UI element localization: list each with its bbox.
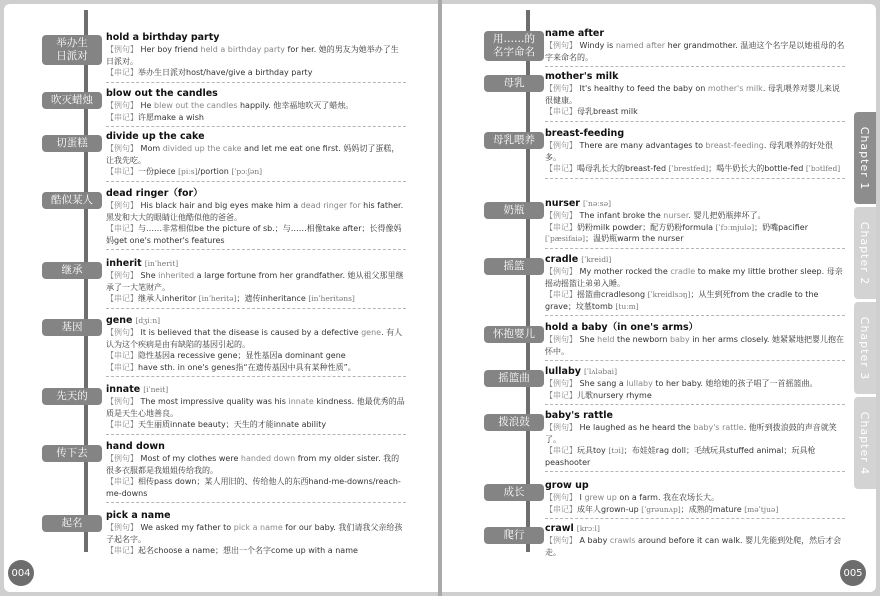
text-run: around before it can walk. 婴儿先能到处爬，然后才会走。 [545,536,842,557]
phonetic: [inˈheritəns] [308,294,355,303]
phonetic: [ˈpæsifaiə] [545,234,586,243]
text-run: a large fortune from her grandfather. 她从祖父那里继承了一大笔财产。 [106,271,404,292]
entry-label: 【例句】 [106,397,138,406]
entry-label: 【串记】 [545,290,577,299]
topic-tag: 摇篮曲 [484,370,544,387]
headword [106,384,406,396]
entry-label: 【例句】 [106,201,138,210]
phonetic: [ˈpɔːʃən] [231,167,263,176]
entry-label: 【串记】 [106,362,138,372]
entry-label: 【串记】 [106,68,138,77]
vocab-entry [545,366,845,401]
text-run: 隐性基因a recessive gene；显性基因a dominant gene [138,351,346,360]
headword-text: hold a birthday party [106,32,220,43]
left-page [4,4,438,592]
headword-phonetic: [dʒiːn] [135,316,161,325]
phonetic: [məˈtjuə] [744,504,779,514]
text-run: on a farm. 我在农场长大。 [616,493,720,502]
entry-label: 【例句】 [106,328,138,337]
example-sentence [545,266,845,289]
headword [106,131,406,143]
headword [545,322,845,334]
highlight-phrase: held a birthday party [200,45,285,54]
text-run: happily. 他幸福地吹灭了蜡烛。 [237,101,354,110]
example-sentence [545,378,845,390]
text-run: ；喝牛奶长大的bottle-fed [708,164,806,173]
text-run: It is believed that the disease is caused by a defective [138,328,362,337]
headword [106,88,406,100]
entry-label: 【例句】 [545,84,577,93]
text-run: A baby [577,536,610,545]
text-run: /portion [197,167,232,176]
vocab-entry [545,254,845,312]
related-note [106,419,406,431]
text-run: His black hair and big eyes make him a [138,201,301,210]
phonetic: [inˈheritə] [198,294,237,303]
highlight-phrase: named after [615,41,666,50]
example-sentence [106,270,406,293]
highlight-phrase: inherited [158,271,195,280]
text-run: There are many advantages to [577,141,706,150]
entry-label: 【例句】 [545,267,577,276]
entry-label: 【串记】 [106,294,138,303]
text-run: ；布娃娃rag doll；毛绒玩具stuffed animal；玩具枪peashooter [545,446,816,467]
headword-text: hand down [106,441,165,452]
text-run: 奶粉milk powder；配方奶粉formula [577,222,716,232]
text-run: It's healthy to feed the baby on [577,84,708,93]
headword-text: hold a baby（in one's arms） [545,322,699,333]
headword-text: lullaby [545,366,581,377]
topic-tag: 摇篮 [484,258,544,275]
headword [106,188,406,200]
highlight-phrase: pick a name [233,523,283,532]
topic-tag: 基因 [42,319,102,336]
topic-tag: 切蛋糕 [42,135,102,152]
text-run: to make my little brother sleep. 母亲摇动摇篮让弟弟入睡。 [545,267,843,288]
highlight-phrase: baby's rattle [693,423,744,432]
phonetic: [piːs] [178,167,198,176]
vocab-entry [545,71,845,118]
topic-tag: 奶瓶 [484,202,544,219]
headword [545,410,845,422]
headword-text: grow up [545,480,589,491]
related-note [106,362,406,374]
entry-label: 【串记】 [545,446,577,455]
vocab-entry [545,523,845,558]
example-sentence [545,140,845,163]
vocab-entry [545,128,845,175]
highlight-phrase: grew up [584,493,617,502]
text-run: 举办生日派对host/have/give a birthday party [138,68,313,77]
phonetic: [tɔi] [608,446,624,455]
entry-label: 【串记】 [106,351,138,360]
headword-text: inherit [106,258,142,269]
headword-text: baby's rattle [545,410,613,421]
text-run: 继承人inheritor [138,294,199,303]
example-sentence [545,83,845,106]
headword-phonetic: [ˈkreidl] [581,255,612,264]
vocab-entry [106,88,406,123]
highlight-phrase: cradle [670,267,696,276]
example-sentence [545,422,845,445]
vocab-entry [106,32,406,79]
topic-tag: 爬行 [484,527,544,544]
text-run: 喝母乳长大的breast-fed [577,164,669,173]
highlight-phrase: mother's milk [707,84,763,93]
chapter-tab-2[interactable]: Chapter 2 [854,207,876,299]
example-sentence [545,492,845,504]
highlight-phrase: lullaby [626,379,653,388]
entry-label: 【例句】 [545,379,577,388]
text-run: ；遗传inheritance [236,294,309,303]
headword-phonetic: [ˈnəːsə] [583,199,611,208]
headword-text: pick a name [106,510,171,521]
related-note [545,390,845,402]
topic-tag: 成长 [484,484,544,501]
highlight-phrase: baby [669,335,690,344]
text-run: 摇篮曲cradlesong [577,290,648,299]
headword-text: dead ringer（for） [106,188,203,199]
headword [545,480,845,492]
highlight-phrase: innate [288,397,314,406]
related-note [106,223,406,246]
entry-label: 【例句】 [545,536,577,545]
text-run: 起名choose a name；想出一个名字come up with a name [138,546,358,555]
headword-text: nurser [545,198,580,209]
text-run: the newborn [614,335,670,344]
entry-label: 【串记】 [106,420,138,429]
example-sentence [545,535,845,558]
headword [106,441,406,453]
topic-tag: 母乳 [484,75,544,92]
text-run: I [577,493,585,502]
highlight-phrase: breast-feeding [705,141,764,150]
right-page-number: 005 [840,560,866,586]
headword [545,198,845,210]
entry-label: 【串记】 [545,107,577,116]
topic-tag: 用……的 名字命名 [484,31,544,61]
text-run: My mother rocked the [577,267,671,276]
text-run: . 母乳喂养的好处很多。 [545,141,833,162]
entry-label: 【串记】 [545,164,577,173]
text-run: ；从生到死from the cradle to the grave；坟墓tomb [545,290,819,311]
text-run: Most of my clothes were [138,454,241,463]
topic-tag: 酷似某人 [42,192,102,209]
entry-label: 【例句】 [545,423,577,432]
entry-label: 【例句】 [545,335,577,344]
right-page [442,4,876,592]
topic-tag: 继承 [42,262,102,279]
entry-label: 【例句】 [106,101,138,110]
related-note [545,445,845,468]
topic-tag: 起名 [42,515,102,532]
entry-label: 【例句】 [545,493,577,502]
entry-label: 【例句】 [545,41,577,50]
vocab-entry [106,315,406,373]
vocab-entry [106,188,406,246]
related-note [106,112,406,124]
entry-label: 【串记】 [106,112,138,122]
text-run: to her baby. 她给她的孩子唱了一首摇篮曲。 [652,379,818,388]
text-run: The infant broke the [577,211,664,220]
phonetic: [ˈfɔːmjulə] [715,222,755,232]
entry-label: 【例句】 [106,271,138,280]
text-run: 一份piece [138,167,179,176]
vocab-entry [545,480,845,515]
example-sentence [106,44,406,67]
related-note [106,67,406,79]
example-sentence [545,40,845,63]
headword [106,32,406,44]
text-run: 成年人grown-up [577,504,642,514]
text-run: ；成熟的mature [680,504,745,514]
text-run: . 他听到拨浪鼓的声音就笑了。 [545,423,837,444]
headword [106,510,406,522]
headword-text: divide up the cake [106,131,205,142]
text-run: . 有人认为这个疾病是由有缺陷的基因引起的。 [106,328,403,349]
highlight-phrase: handed down [240,454,296,463]
phonetic: [ˈbɔtlfed] [805,164,841,173]
text-run: for our baby. 我们请我父亲给孩子起名字。 [106,523,403,544]
text-run: for her. 她的男友为她举办了生日派对。 [106,45,399,66]
text-run: and let me eat one first. 妈妈切了蛋糕，让我先吃。 [106,144,400,165]
example-sentence [545,210,845,222]
entry-label: 【串记】 [106,477,138,486]
vocab-entry [106,131,406,178]
headword-phonetic: [ˈlʌləbai] [583,367,617,376]
related-note [545,106,845,118]
vocab-entry [545,198,845,245]
related-note [106,293,406,305]
headword-text: crawl [545,523,574,534]
text-run: his father. 黑发和大大的眼睛让他酷似他的爸爸。 [106,201,404,222]
topic-tag: 吹灭蜡烛 [42,92,102,109]
text-run: 儿歌nursery rhyme [577,390,652,400]
highlight-phrase: gene [361,328,382,337]
entry-label: 【串记】 [106,167,138,176]
related-note [545,289,845,312]
text-run: We asked my father to [138,523,234,532]
text-run: 母乳breast milk [577,107,638,116]
entry-label: 【例句】 [106,523,138,532]
text-run: She [138,271,159,280]
text-run: . 母乳喂养对婴儿来说很健康。 [545,84,840,105]
entry-label: 【串记】 [545,390,577,400]
entry-label: 【例句】 [106,45,138,54]
headword-text: cradle [545,254,579,265]
text-run: her grandmother. 温迪这个名字是以她祖母的名字来命名的。 [545,41,845,62]
entry-label: 【例句】 [106,144,138,153]
headword [545,28,845,40]
text-run: Mom [138,144,163,153]
vocab-entry [106,258,406,305]
headword [545,71,845,83]
entry-label: 【例句】 [545,211,577,220]
text-run: The most impressive quality was his [138,397,289,406]
headword [545,254,845,266]
text-run: kindness. 他最优秀的品质是天生心地善良。 [106,397,405,418]
related-note [106,166,406,178]
example-sentence [106,327,406,350]
headword-phonetic: [iˈneit] [143,385,169,394]
chapter-tab-4[interactable]: Chapter 4 [854,397,876,489]
highlight-phrase: held [597,335,615,344]
topic-tag: 先天的 [42,388,102,405]
vocab-entry [545,322,845,357]
topic-tag: 拨浪鼓 [484,414,544,431]
text-run: Windy is [577,41,616,50]
phonetic: [ˈgrəunʌp] [641,504,681,514]
phonetic: [ˈkreidlsɔŋ] [647,290,691,299]
related-note [545,163,845,175]
text-run: . 婴儿把奶瓶摔坏了。 [688,211,766,220]
text-run: 相传pass down；某人用旧的、传给他人的东西hand-me-downs/reach-me-downs [106,477,401,498]
headword-text: blow out the candles [106,88,218,99]
example-sentence [106,143,406,166]
vocab-entry [545,410,845,468]
headword-phonetic: [inˈherit] [144,259,179,268]
headword-text: name after [545,28,605,39]
chapter-tab-1[interactable]: Chapter 1 [854,112,876,204]
chapter-tabs [854,112,876,492]
entry-label: 【例句】 [545,141,577,150]
text-run: 玩具toy [577,446,609,455]
text-run: in her arms closely. 她紧紧地把婴儿抱在怀中。 [545,335,844,356]
highlight-phrase: divided up the cake [162,144,242,153]
example-sentence [106,453,406,476]
headword-phonetic: [krɔːl] [576,524,600,533]
headword-text: innate [106,384,141,395]
example-sentence [545,334,845,357]
highlight-phrase: crawls [609,536,636,545]
example-sentence [106,100,406,112]
text-run: ；奶嘴pacifier [754,222,808,232]
related-note [106,476,406,499]
headword [545,523,845,535]
headword-text: mother's milk [545,71,619,82]
headword [545,366,845,378]
entry-label: 【串记】 [545,504,577,514]
topic-tag: 举办生 日派对 [42,35,102,65]
text-run: 与……非常相似be the picture of sb.；与……相像take after；长得像妈妈get one's mother's features [106,224,402,245]
highlight-phrase: dead ringer for [300,201,361,210]
text-run: Her boy friend [138,45,201,54]
topic-tag: 母乳喂养 [484,132,544,149]
text-run: from my older sister. 我的很多衣服都是我姐姐传给我的。 [106,454,400,475]
left-page-number: 004 [8,560,34,586]
text-run: ；温奶瓶warm the nurser [585,234,684,243]
entry-label: 【串记】 [545,222,577,232]
phonetic: [ˈbrestfed] [668,164,709,173]
phonetic: [tuːm] [615,301,639,311]
headword-text: gene [106,315,133,326]
headword [106,315,406,327]
topic-tag: 传下去 [42,445,102,462]
headword [106,258,406,270]
related-note [545,222,845,245]
vocab-entry [106,510,406,557]
text-run: He [138,101,155,110]
example-sentence [106,200,406,223]
vocab-entry [545,28,845,63]
example-sentence [106,522,406,545]
chapter-tab-3[interactable]: Chapter 3 [854,302,876,394]
related-note [106,545,406,557]
text-run: She [577,335,598,344]
text-run: have sth. in one's genes指“在遗传基因中具有某种性质”。 [138,362,356,372]
vocab-entry [106,384,406,431]
entry-label: 【串记】 [106,224,138,233]
text-run: She sang a [577,379,627,388]
headword [545,128,845,140]
example-sentence [106,396,406,419]
related-note [106,350,406,362]
highlight-phrase: blew out the candles [154,101,238,110]
text-run: 许愿make a wish [138,112,204,122]
entry-label: 【例句】 [106,454,138,463]
related-note [545,504,845,516]
highlight-phrase: nurser [663,211,689,220]
vocab-entry [106,441,406,499]
headword-text: breast-feeding [545,128,625,139]
text-run: He laughed as he heard the [577,423,694,432]
entry-label: 【串记】 [106,546,138,555]
text-run: 天生丽质innate beauty；天生的才能innate ability [138,420,327,429]
topic-tag: 怀抱婴儿 [484,326,544,343]
